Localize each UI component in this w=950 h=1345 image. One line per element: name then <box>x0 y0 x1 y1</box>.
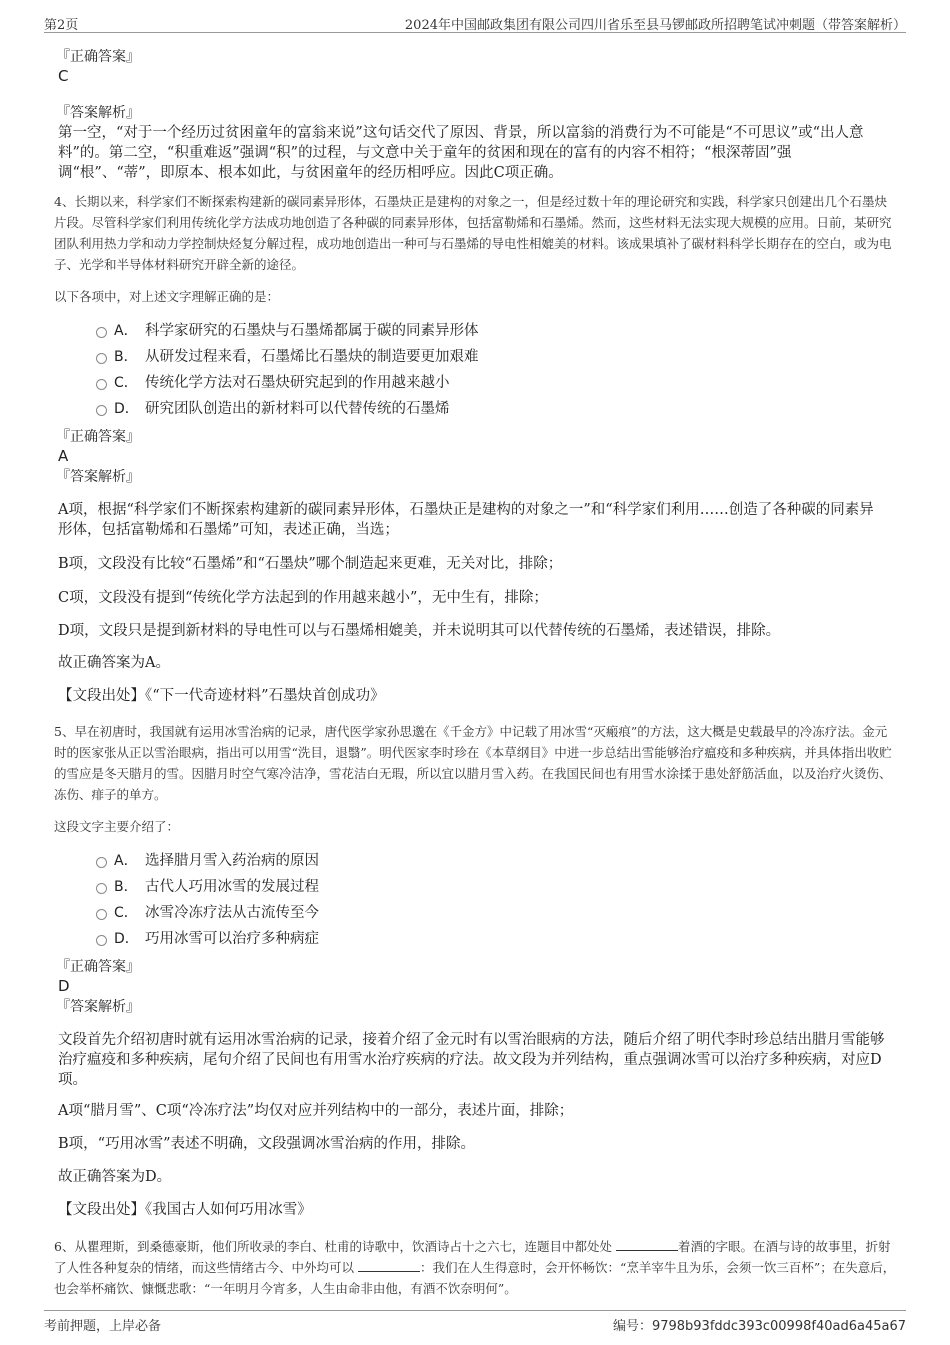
q5-option-b[interactable]: B． 古代人巧用冰雪的发展过程 <box>56 874 896 900</box>
q4-analysis-a: A项，根据“科学家们不断探索构建新的碳同素异形体，石墨炔正是建构的对象之一”和“科学家们利用……创造了各种碳的同素异形体，包括富勒烯和石墨烯”可知，表述正确，当选； <box>58 502 874 538</box>
radio-icon[interactable] <box>96 935 107 946</box>
q3-answer-label: 『正确答案』 <box>56 49 140 65</box>
q5-answer-label: 『正确答案』 <box>56 959 140 975</box>
q4-block <box>54 191 894 307</box>
radio-icon[interactable] <box>96 883 107 894</box>
q3-block <box>56 48 896 183</box>
document-title: 2024年中国邮政集团有限公司四川省乐至县马锣邮政所招聘笔试冲刺题（带答案解析） <box>404 18 906 33</box>
radio-icon[interactable] <box>96 379 107 390</box>
radio-icon[interactable] <box>96 857 107 868</box>
q4-option-b[interactable]: B． 从研发过程来看，石墨烯比石墨炔的制造要更加艰难 <box>56 344 896 370</box>
q5-answer: D <box>58 977 70 995</box>
q4-conclusion: 故正确答案为A。 <box>58 655 170 671</box>
q4-options <box>56 318 896 422</box>
q5-analysis-ac: A项“腊月雪”、C项“冷冻疗法”均仅对应并列结构中的一部分，表述片面，排除； <box>58 1103 574 1119</box>
q4-analysis-label: 『答案解析』 <box>56 469 140 485</box>
radio-icon[interactable] <box>96 327 107 338</box>
q3-answer: C <box>58 67 69 85</box>
page-header <box>44 12 906 33</box>
document-code: 编号：9798b93fddc393c00998f40ad6a45a67 <box>612 1319 906 1334</box>
q5-analysis-label: 『答案解析』 <box>56 999 140 1015</box>
q5-analysis-b: B项，“巧用冰雪”表述不明确，文段强调冰雪治病的作用，排除。 <box>58 1136 475 1152</box>
q5-option-d[interactable]: D． 巧用冰雪可以治疗多种病症 <box>56 926 896 952</box>
q4-analysis-c: C项，文段没有提到“传统化学方法起到的作用越来越小”，无中生有，排除； <box>58 590 548 606</box>
q4-analysis-b: B项，文段没有比较“石墨烯”和“石墨炔”哪个制造起来更难，无关对比，排除； <box>58 556 563 572</box>
q5-source: 【文段出处】《我国古人如何巧用冰雪》 <box>58 1202 312 1218</box>
q5-stem: 5、早在初唐时，我国就有运用冰雪治病的记录，唐代医学家孙思邈在《千金方》中记载了用冰雪“灭瘢痕”的方法，这大概是史载最早的冷冻疗法。金元时的医家张从正以雪治眼病，指出可以用雪“洗目，退翳”。明代医家李时珍在《本草纲目》中进一步总结出雪能够治疗瘟疫和多种疾病，并具体指出收贮的雪应是冬天腊月的雪。因腊月时空气寒冷洁净，雪花洁白无瑕，所以宜以腊月雪入药。在我国民间也有用雪水涂揉于患处舒筋活血，以及治疗火烫伤、冻伤、痱子的单方。 <box>54 724 892 802</box>
fill-blank-2[interactable] <box>358 1259 420 1272</box>
page-footer <box>44 1310 906 1333</box>
q4-option-d[interactable]: D． 研究团队创造出的新材料可以代替传统的石墨烯 <box>56 396 896 422</box>
q4-source: 【文段出处】《“下一代奇迹材料”石墨炔首创成功》 <box>58 688 385 704</box>
q4-option-a[interactable]: A． 科学家研究的石墨炔与石墨烯都属于碳的同素异形体 <box>56 318 896 344</box>
q4-prompt: 以下各项中，对上述文字理解正确的是： <box>54 289 280 304</box>
q3-analysis: 第一空，“对于一个经历过贫困童年的富翁来说”这句话交代了原因、背景，所以富翁的消费行为不可能是“不可思议”或“出人意料”的。第二空，“积重难返”强调“积”的过程，与文意中关于童年的贫困和现在的富有的内容不相符；“根深蒂固”强调“根”、“蒂”，即原本、根本如此，与贫困童年的经历相呼应。因此C项正确。 <box>58 125 864 181</box>
q5-analysis-main: 文段首先介绍初唐时就有运用冰雪治病的记录，接着介绍了金元时有以雪治眼病的方法，随后介绍了明代李时珍总结出腊月雪能够治疗瘟疫和多种疾病，尾句介绍了民间也有用雪水治疗疾病的疗法。故文段为并列结构，重点强调冰雪可以治疗多种疾病，对应D项。 <box>58 1032 885 1088</box>
q4-analysis-d: D项，文段只是提到新材料的导电性可以与石墨烯相媲美，并未说明其可以代替传统的石墨烯，表述错误，排除。 <box>58 623 781 639</box>
q5-option-a[interactable]: A． 选择腊月雪入药治病的原因 <box>56 848 896 874</box>
q4-option-c[interactable]: C． 传统化学方法对石墨炔研究起到的作用越来越小 <box>56 370 896 396</box>
q5-block <box>54 721 894 837</box>
q5-answer-block <box>56 958 896 1017</box>
q5-conclusion: 故正确答案为D。 <box>58 1169 172 1185</box>
radio-icon[interactable] <box>96 353 107 364</box>
radio-icon[interactable] <box>96 909 107 920</box>
q6-stem: 6、从瞿理斯，到桑德豪斯，他们所收录的李白、杜甫的诗歌中，饮酒诗占十之六七，连题目中都处处 着酒的字眼。在酒与诗的故事里，折射了人性各种复杂的情绪，而这些情绪古今、中外均可以 ：我们在人生得意时，会开怀畅饮：“烹羊宰牛且为乐，会须一饮三百杯”；在失意后，也会举杯痛饮、慷慨悲歌：“一年明月今宵多，人生由命非由他，有酒不饮奈明何”。 <box>54 1239 896 1296</box>
radio-icon[interactable] <box>96 405 107 416</box>
q4-answer: A <box>58 447 69 465</box>
q5-options <box>56 848 896 952</box>
page-number: 第2页 <box>44 18 79 33</box>
q5-prompt: 这段文字主要介绍了： <box>54 819 180 834</box>
q5-option-c[interactable]: C． 冰雪冷冻疗法从古流传至今 <box>56 900 896 926</box>
fill-blank-1[interactable] <box>616 1238 678 1251</box>
q4-stem: 4、长期以来，科学家们不断探索构建新的碳同素异形体，石墨炔正是建构的对象之一，但是经过数十年的理论研究和实践，科学家只创建出几个石墨炔片段。尽管科学家们利用传统化学方法成功地创造了各种碳的同素异形体，包括富勒烯和石墨烯。然而，这些材料无法实现大规模的应用。日前，某研究团队利用热力学和动力学控制炔烃复分解过程，成功地创造出一种可与石墨烯的导电性相媲美的材料。该成果填补了碳材料科学长期存在的空白，或为电子、光学和半导体材料研究开辟全新的途径。 <box>54 194 892 272</box>
q3-analysis-label: 『答案解析』 <box>56 105 140 121</box>
q4-answer-label: 『正确答案』 <box>56 429 140 445</box>
footer-slogan: 考前押题，上岸必备 <box>44 1319 162 1334</box>
q4-answer-block <box>56 428 896 487</box>
